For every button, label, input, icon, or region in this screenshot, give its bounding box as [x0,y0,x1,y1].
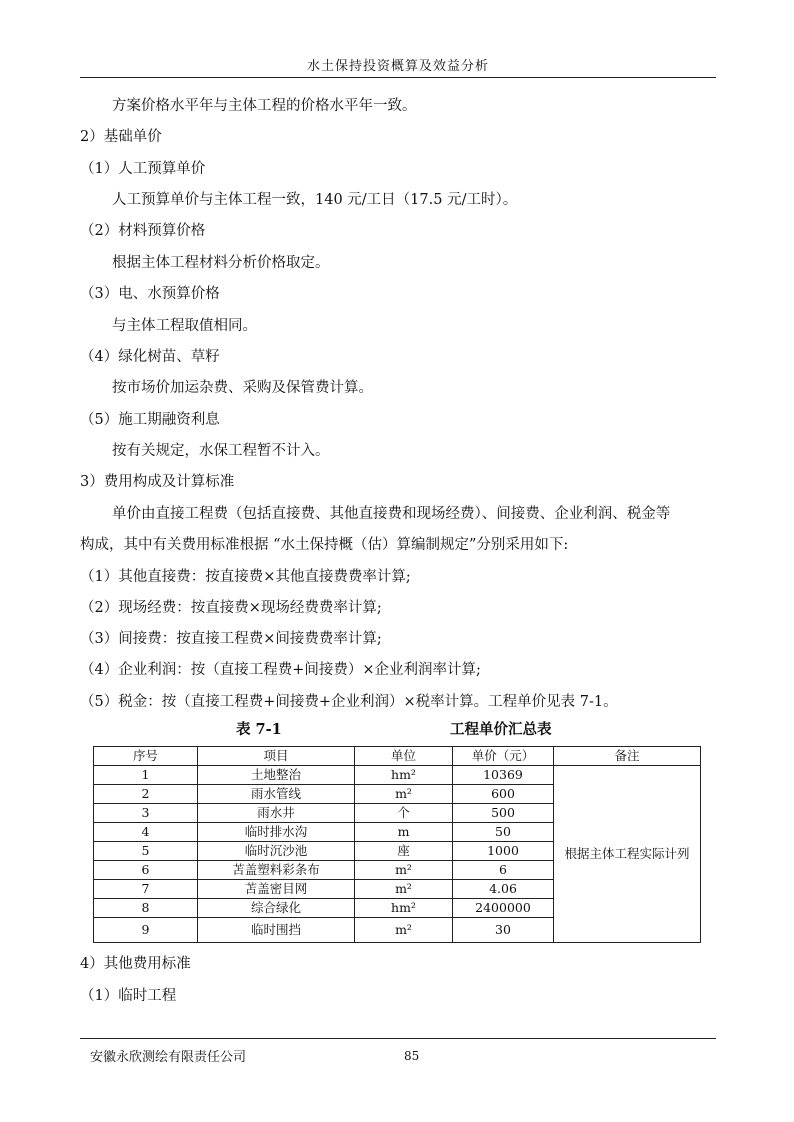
cell-item: 雨水井 [198,804,355,823]
cell-price: 50 [453,823,554,842]
cell-price: 30 [453,918,554,943]
footer-company: 安徽永欣测绘有限责任公司 [90,1050,247,1065]
section-heading: 3）费用构成及计算标准 [80,474,235,490]
section-heading: 4）其他费用标准 [80,956,191,972]
unit-price-table [93,746,701,943]
footer-divider [80,1038,716,1039]
cell-index: 5 [94,842,198,861]
subsection-heading: （1）人工预算单价 [80,161,206,177]
subsection-heading: （4）绿化树苗、草籽 [80,349,220,365]
paragraph-line: 按有关规定，水保工程暂不计入。 [112,443,330,459]
paragraph-line: 单价由直接工程费（包括直接费、其他直接费和现场经费）、间接费、企业利润、税金等 [112,506,671,522]
cell-price: 10369 [453,766,554,785]
header-cell-price: 单价（元） [453,747,554,766]
header-cell-note: 备注 [554,747,701,766]
cell-item: 苫盖塑料彩条布 [198,861,355,880]
header-cell-index: 序号 [94,747,198,766]
cell-unit: m [355,823,453,842]
paragraph-line: 构成，其中有关费用标准根据 “水土保持概（估）算编制规定”分别采用如下: [80,537,569,553]
cell-unit: m² [355,880,453,899]
list-item: （5）税金：按（直接工程费+间接费+企业利润）×税率计算。工程单价见表 7-1。 [80,694,618,710]
cell-item: 综合绿化 [198,899,355,918]
cell-unit: m² [355,785,453,804]
cell-index: 4 [94,823,198,842]
header-cell-item: 项目 [198,747,355,766]
paragraph-line: 根据主体工程材料分析价格取定。 [112,255,330,271]
subsection-heading: （3）电、水预算价格 [80,286,220,302]
section-heading: 2）基础单价 [80,129,162,145]
cell-item: 雨水管线 [198,785,355,804]
cell-unit: hm² [355,766,453,785]
paragraph-line: 人工预算单价与主体工程一致，140 元/工日（17.5 元/工时）。 [112,192,518,208]
cell-item: 临时围挡 [198,918,355,943]
cell-index: 3 [94,804,198,823]
table-row [94,766,701,785]
cell-price: 1000 [453,842,554,861]
cell-price: 2400000 [453,899,554,918]
cell-item: 苫盖密目网 [198,880,355,899]
cell-unit: hm² [355,899,453,918]
cell-price: 4.06 [453,880,554,899]
list-item: （4）企业利润：按（直接工程费+间接费）×企业利润率计算; [80,662,481,678]
cell-unit: m² [355,918,453,943]
cell-index: 1 [94,766,198,785]
cell-index: 6 [94,861,198,880]
header-cell-unit: 单位 [355,747,453,766]
cell-index: 2 [94,785,198,804]
list-item: （2）现场经费：按直接费×现场经费费率计算; [80,600,382,616]
cell-item: 临时排水沟 [198,823,355,842]
header-divider [80,77,716,78]
paragraph-line: 与主体工程取值相同。 [112,318,257,334]
table-header-row [94,747,701,766]
cell-unit: 个 [355,804,453,823]
cell-unit: m² [355,861,453,880]
cell-price: 6 [453,861,554,880]
cell-index: 7 [94,880,198,899]
cell-item: 土地整治 [198,766,355,785]
cell-price: 600 [453,785,554,804]
cell-note: 根据主体工程实际计列 [554,766,701,943]
cell-index: 8 [94,899,198,918]
cell-unit: 座 [355,842,453,861]
subsection-heading: （5）施工期融资利息 [80,412,220,428]
list-item: （3）间接费：按直接工程费×间接费费率计算; [80,631,382,647]
cell-index: 9 [94,918,198,943]
page-header-title: 水土保持投资概算及效益分析 [306,59,489,74]
page-number: 85 [404,1049,420,1063]
paragraph-line: 方案价格水平年与主体工程的价格水平年一致。 [112,98,417,114]
paragraph-line: 按市场价加运杂费、采购及保管费计算。 [112,380,373,396]
table-caption-number: 表 7-1 [236,721,282,738]
cell-price: 500 [453,804,554,823]
cell-item: 临时沉沙池 [198,842,355,861]
subsection-heading: （1）临时工程 [80,988,177,1004]
subsection-heading: （2）材料预算价格 [80,223,206,239]
list-item: （1）其他直接费：按直接费×其他直接费费率计算; [80,569,411,585]
table-caption-title: 工程单价汇总表 [450,721,552,738]
